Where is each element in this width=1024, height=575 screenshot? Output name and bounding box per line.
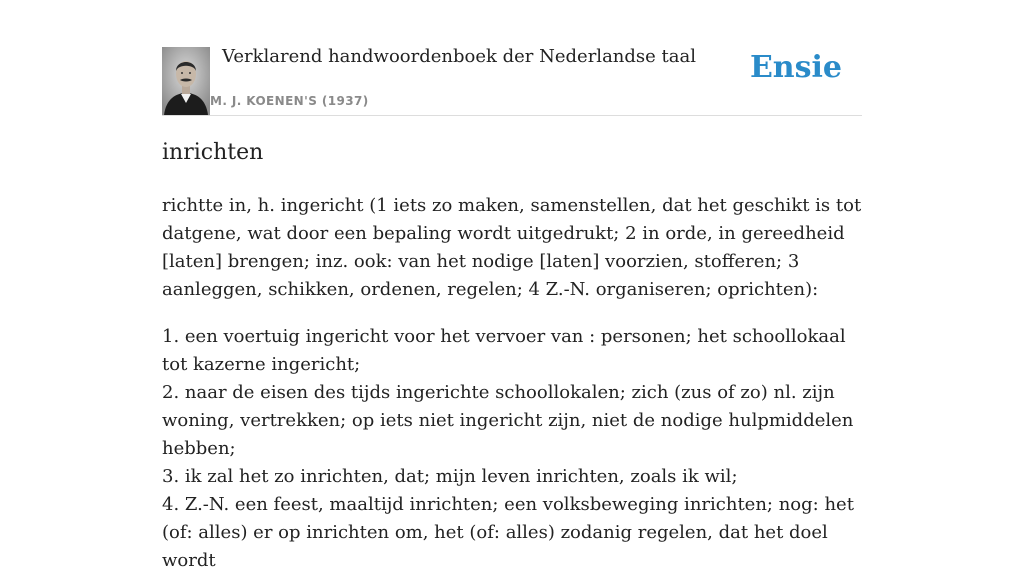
example-item: 3. ik zal het zo inrichten, dat; mijn leven inrichten, zoals ik wil; [162, 466, 738, 487]
dictionary-title: Verklarend handwoordenboek der Nederlandse taal [222, 46, 696, 67]
entry-examples [162, 323, 862, 575]
entry-word: inrichten [162, 140, 264, 165]
page [162, 0, 862, 571]
entry-definition: richtte in, h. ingericht (1 iets zo maken, samenstellen, dat het geschikt is tot datgene, wat door een bepaling wordt uitgedrukt; 2 in orde, in gereedheid [laten] brengen; inz. ook: van het nodige [laten] voorzien, stofferen; 3 aanleggen, schikken, ordenen, regelen; 4 Z.-N. organiseren; oprichten): [162, 195, 862, 300]
example-item: 4. Z.-N. een feest, maaltijd inrichten; een volksbeweging inrichten; nog: het (of: alles) er op inrichten om, het (of: alles) zodanig regelen, dat het doel wordt [162, 494, 854, 571]
site-header [162, 0, 862, 116]
author-portrait [162, 47, 210, 115]
example-item: 2. naar de eisen des tijds ingerichte schoollokalen; zich (zus of zo) nl. zijn woning, vertrekken; op iets niet ingericht zijn, niet de nodige hulpmiddelen hebben; [162, 382, 854, 459]
example-item: 1. een voertuig ingericht voor het vervoer van : personen; het schoollokaal tot kazerne ingericht; [162, 326, 846, 375]
dictionary-subtitle: M. J. KOENEN'S (1937) [210, 94, 369, 108]
ensie-logo-link[interactable]: Ensie [749, 50, 842, 85]
